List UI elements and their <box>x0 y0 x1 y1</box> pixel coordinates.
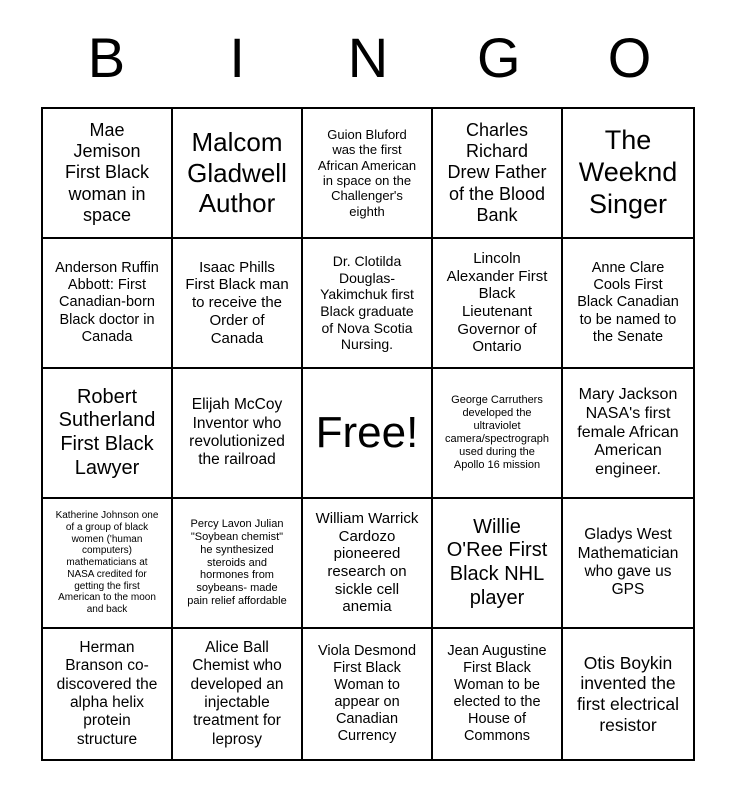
bingo-cell-william-cardozo[interactable]: William Warrick Cardozo pioneered research on sickle cell anemia <box>303 499 433 629</box>
bingo-cell-anderson-abbott[interactable]: Anderson Ruffin Abbott: First Canadian-born Black doctor in Canada <box>43 239 173 369</box>
bingo-cell-willie-oree[interactable]: Willie O'Ree First Black NHL player <box>433 499 563 629</box>
title-letter-n: N <box>347 26 389 89</box>
bingo-cell-malcom-gladwell[interactable]: Malcom Gladwell Author <box>173 109 303 239</box>
bingo-cell-the-weeknd[interactable]: The Weeknd Singer <box>563 109 693 239</box>
bingo-cell-charles-drew[interactable]: Charles Richard Drew Father of the Blood Bank <box>433 109 563 239</box>
bingo-cell-elijah-mccoy[interactable]: Elijah McCoy Inventor who revolutionized the railroad <box>173 369 303 499</box>
bingo-cell-anne-cools[interactable]: Anne Clare Cools First Black Canadian to be named to the Senate <box>563 239 693 369</box>
bingo-title <box>41 26 695 89</box>
bingo-cell-viola-desmond[interactable]: Viola Desmond First Black Woman to appear on Canadian Currency <box>303 629 433 759</box>
title-letter-o: O <box>607 26 652 89</box>
bingo-cell-gladys-west[interactable]: Gladys West Mathematician who gave us GPS <box>563 499 693 629</box>
bingo-cell-clotilda-douglas[interactable]: Dr. Clotilda Douglas-Yakimchuk first Black graduate of Nova Scotia Nursing. <box>303 239 433 369</box>
bingo-cell-jean-augustine[interactable]: Jean Augustine First Black Woman to be elected to the House of Commons <box>433 629 563 759</box>
bingo-cell-guion-bluford[interactable]: Guion Bluford was the first African American in space on the Challenger's eighth <box>303 109 433 239</box>
bingo-cell-lincoln-alexander[interactable]: Lincoln Alexander First Black Lieutenant Governor of Ontario <box>433 239 563 369</box>
bingo-cell-mae-jemison[interactable]: Mae Jemison First Black woman in space <box>43 109 173 239</box>
bingo-cell-free-space[interactable]: Free! <box>303 369 433 499</box>
title-letter-i: I <box>229 26 245 89</box>
bingo-cell-otis-boykin[interactable]: Otis Boykin invented the first electrical resistor <box>563 629 693 759</box>
bingo-cell-george-carruthers[interactable]: George Carruthers developed the ultraviolet camera/spectrograph used during the Apollo 16 mission <box>433 369 563 499</box>
bingo-cell-katherine-johnson[interactable]: Katherine Johnson one of a group of black women ('human computers) mathematicians at NASA credited for getting the first American to the moon and back <box>43 499 173 629</box>
title-letter-b: B <box>87 26 126 89</box>
bingo-cell-isaac-phills[interactable]: Isaac Phills First Black man to receive the Order of Canada <box>173 239 303 369</box>
bingo-grid <box>41 107 695 761</box>
bingo-cell-percy-julian[interactable]: Percy Lavon Julian "Soybean chemist" he synthesized steroids and hormones from soybeans- made pain relief affordable <box>173 499 303 629</box>
bingo-cell-mary-jackson[interactable]: Mary Jackson NASA's first female African American engineer. <box>563 369 693 499</box>
title-letter-g: G <box>477 26 521 89</box>
bingo-cell-herman-branson[interactable]: Herman Branson co-discovered the alpha helix protein structure <box>43 629 173 759</box>
bingo-cell-robert-sutherland[interactable]: Robert Sutherland First Black Lawyer <box>43 369 173 499</box>
bingo-cell-alice-ball[interactable]: Alice Ball Chemist who developed an injectable treatment for leprosy <box>173 629 303 759</box>
